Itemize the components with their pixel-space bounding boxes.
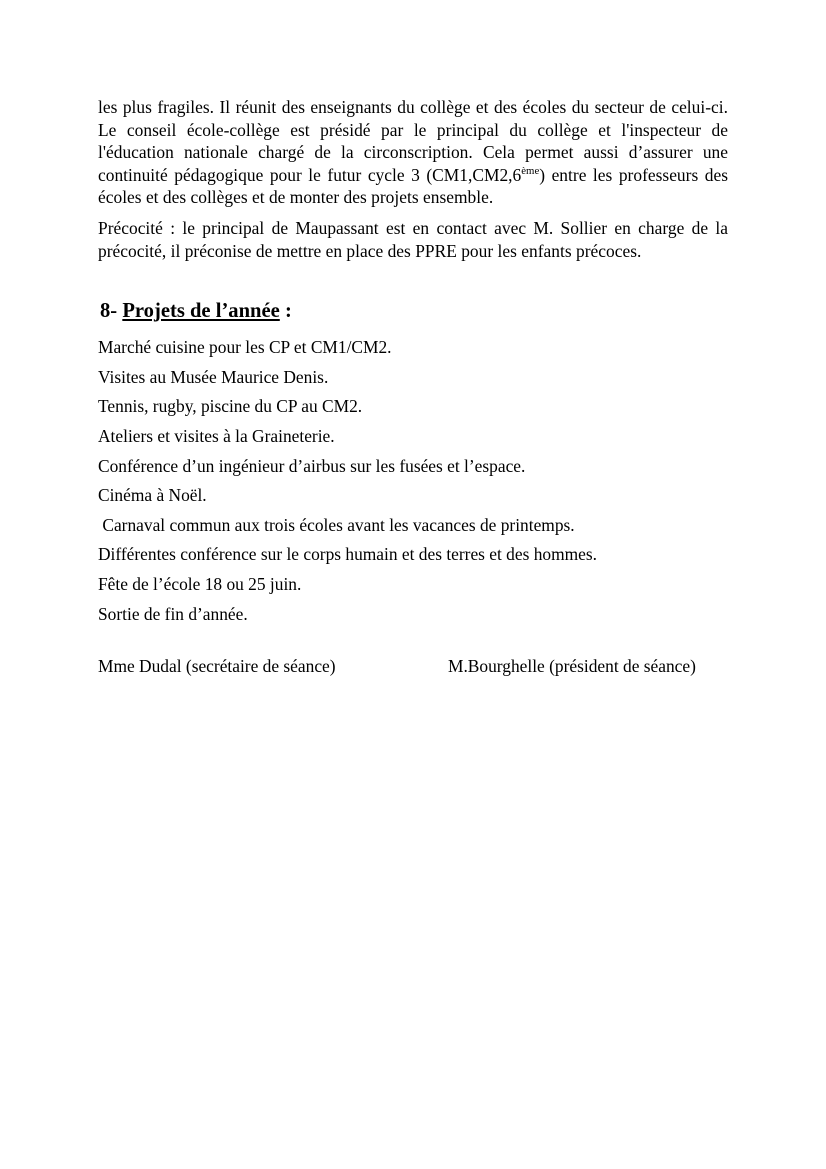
section-heading-projets-de-lannee (100, 298, 728, 324)
paragraph-precocite: Précocité : le principal de Maupassant est en contact avec M. Sollier en charge de la précocité, il préconise de mettre en place des PPRE pour les enfants précoces. (98, 217, 728, 261)
signature-president: M.Bourghelle (président de séance) (448, 655, 696, 676)
section-title: Projets de l’année (122, 300, 280, 323)
list-item: Tennis, rugby, piscine du CP au CM2. (98, 396, 363, 417)
list-item: Marché cuisine pour les CP et CM1/CM2. (98, 337, 392, 358)
projects-list (98, 336, 728, 624)
list-item: Sortie de fin d’année. (98, 603, 248, 624)
signature-block (98, 655, 728, 679)
paragraph-conseil-ecole-college (98, 96, 728, 209)
section-number: 8- (100, 300, 118, 323)
list-item: Différentes conférence sur le corps humain et des terres et des hommes. (98, 544, 597, 565)
list-item: Cinéma à Noël. (98, 485, 207, 506)
section-colon: : (279, 300, 292, 323)
document-content (98, 96, 728, 679)
list-item: Ateliers et visites à la Graineterie. (98, 425, 335, 446)
paragraph-text-part-2: ) entre les professeurs des écoles et des collèges et de monter des projets ensemble. (98, 164, 728, 208)
paragraph-text-part-1: les plus fragiles. Il réunit des enseignants du collège et des écoles du secteur de celui-ci. Le conseil école-collège est présidé par le principal du collège et l'inspecteur de l'éducation nationale chargé de la circonscription. Cela permet aussi d’assurer une continuité pédagogique pour le futur cycle 3 (CM1,CM2,6 (98, 97, 728, 185)
list-item: Carnaval commun aux trois écoles avant les vacances de printemps. (98, 514, 575, 535)
superscript-eme: ème (521, 164, 540, 177)
list-item: Visites au Musée Maurice Denis. (98, 366, 329, 387)
list-item: Fête de l’école 18 ou 25 juin. (98, 573, 302, 594)
list-item: Conférence d’un ingénieur d’airbus sur les fusées et l’espace. (98, 455, 526, 476)
signature-secretary: Mme Dudal (secrétaire de séance) (98, 655, 336, 676)
